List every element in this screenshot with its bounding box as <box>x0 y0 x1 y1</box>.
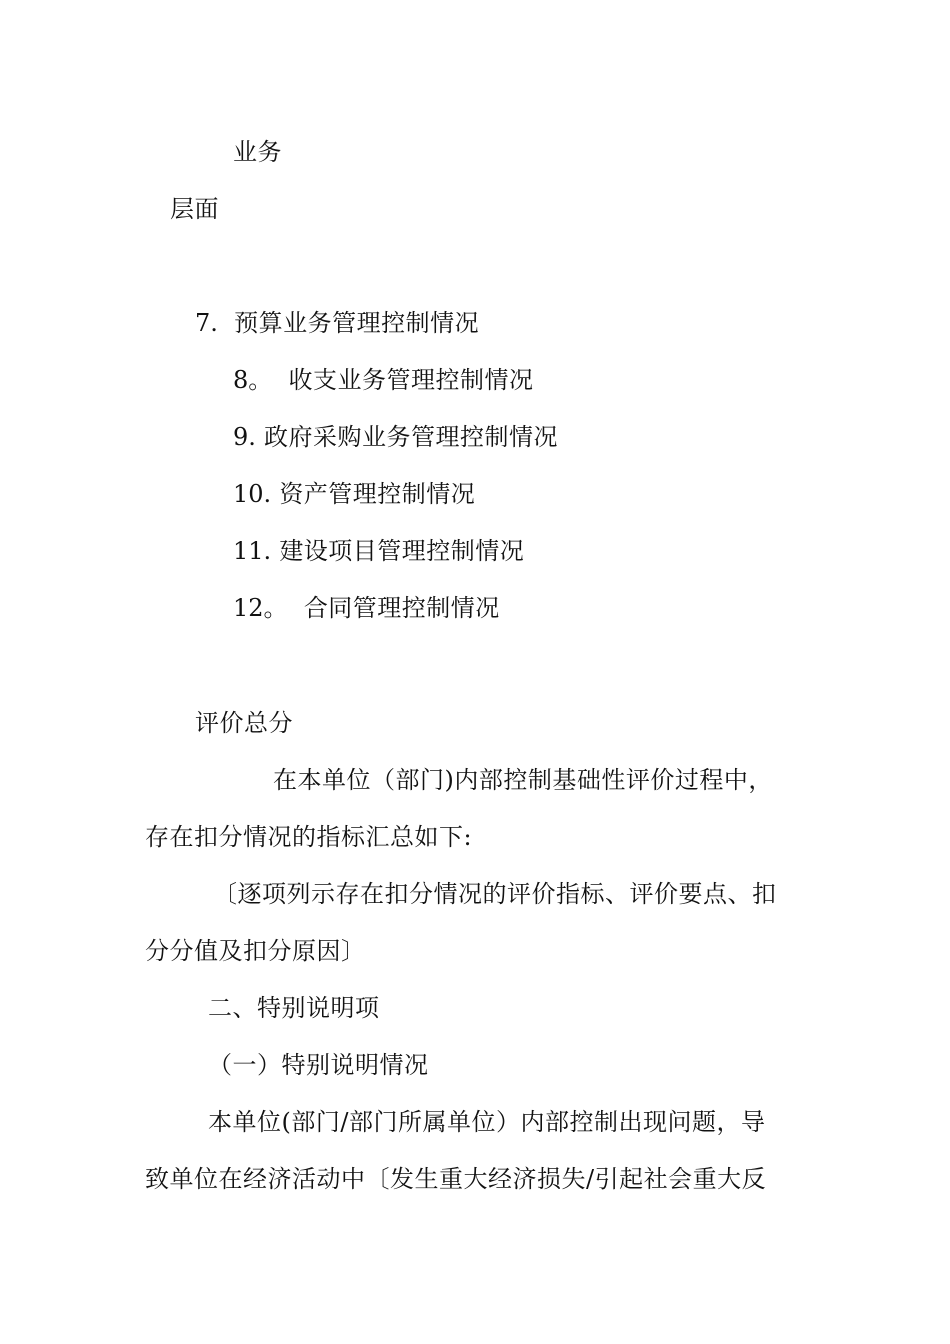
list-item-text: 收支业务管理控制情况 <box>288 366 534 394</box>
list-item-text: 预算业务管理控制情况 <box>234 309 480 337</box>
list-item <box>195 308 479 338</box>
special-para-line1: 本单位(部门/部门所属单位）内部控制出现问题，导 <box>208 1108 766 1136</box>
list-item-text: 建设项目管理控制情况 <box>279 537 525 565</box>
list-item <box>233 479 475 509</box>
total-score-label: 评价总分 <box>195 709 293 737</box>
list-item-number: 8。 <box>233 366 273 394</box>
list-item <box>233 593 500 623</box>
section-label-line2: 层面 <box>170 195 219 223</box>
list-item-number: 9. <box>233 423 256 451</box>
heading-two: 二、特别说明项 <box>208 994 380 1022</box>
subheading-one: （一）特别说明情况 <box>208 1051 429 1079</box>
list-item-text: 合同管理控制情况 <box>303 594 500 622</box>
placeholder-para-line2: 分分值及扣分原因〕 <box>145 937 366 965</box>
section-label-line1: 业务 <box>233 138 282 166</box>
list-item-number: 10. <box>233 480 272 508</box>
placeholder-para-line1: 〔逐项列示存在扣分情况的评价指标、评价要点、扣 <box>213 880 777 908</box>
list-item-number: 7. <box>195 309 218 337</box>
list-item-text: 资产管理控制情况 <box>279 480 476 508</box>
list-item-number: 11. <box>233 537 272 565</box>
list-item-number: 12。 <box>233 594 288 622</box>
special-para-line2: 致单位在经济活动中〔发生重大经济损失/引起社会重大反 <box>145 1165 767 1193</box>
list-item <box>233 536 524 566</box>
list-item <box>233 422 558 452</box>
deduction-para-line2: 存在扣分情况的指标汇总如下: <box>145 823 473 851</box>
list-item <box>233 365 534 395</box>
deduction-para-line1: 在本单位（部门)内部控制基础性评价过程中， <box>273 766 773 794</box>
list-item-text: 政府采购业务管理控制情况 <box>264 423 559 451</box>
